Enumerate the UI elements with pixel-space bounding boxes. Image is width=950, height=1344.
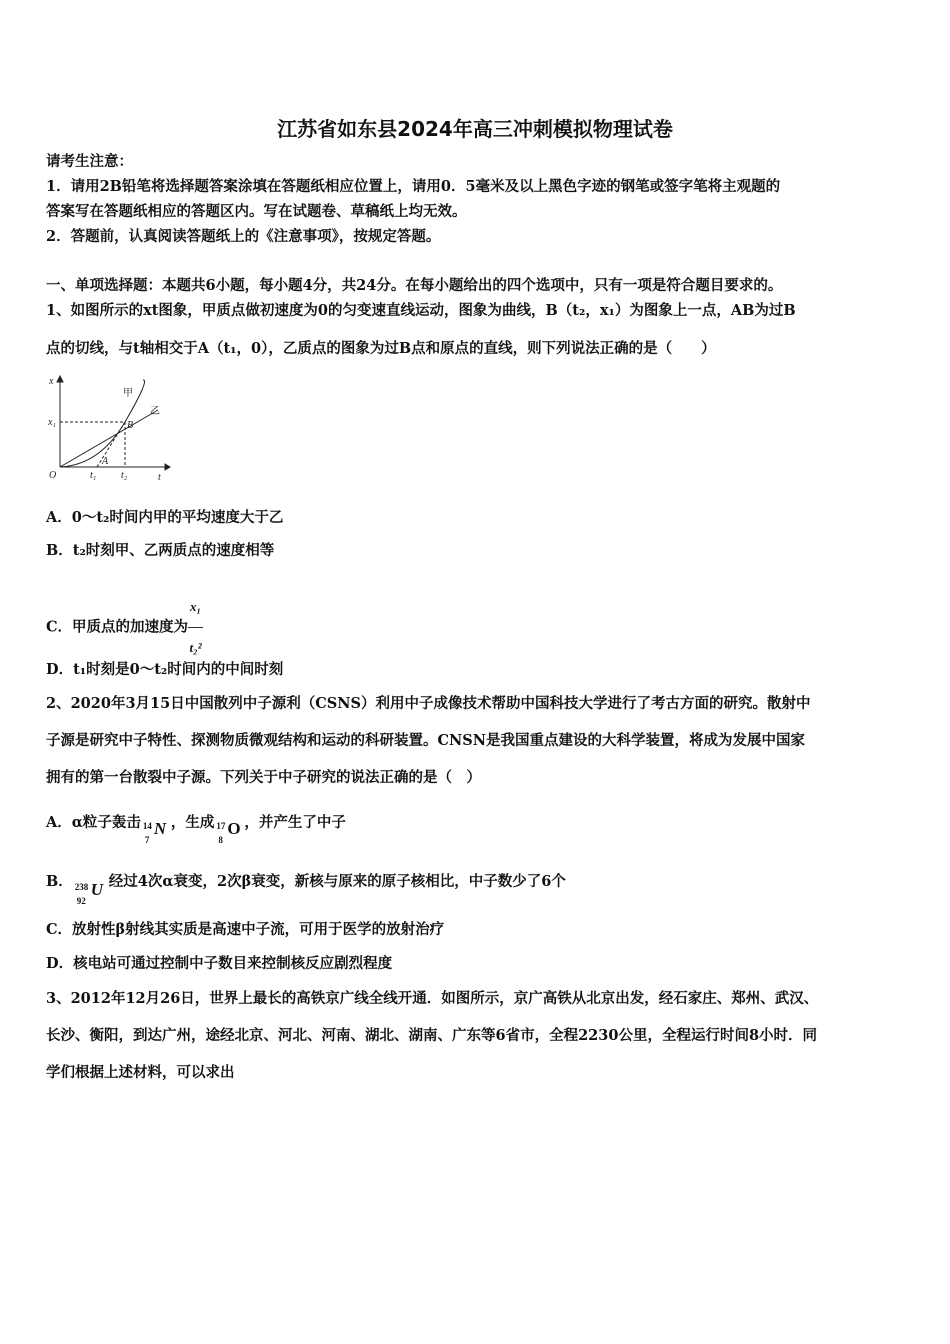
q2-option-c: C．放射性β射线其实质是高速中子流，可用于医学的放射治疗 xyxy=(46,921,445,938)
uranium-mass-number: 238 xyxy=(74,882,89,892)
notice-heading: 请考生注意： xyxy=(46,153,133,170)
oxygen-mass-number: 17 xyxy=(216,821,226,831)
uranium-symbol: U xyxy=(90,880,104,899)
q2-option-a xyxy=(46,805,910,845)
nitrogen-nuclide xyxy=(141,808,171,845)
t1-label: t₁ xyxy=(90,470,97,481)
q2-stem-line-3: 拥有的第一台散裂中子源。下列关于中子研究的说法正确的是（ ） xyxy=(46,769,481,786)
oxygen-symbol: O xyxy=(227,819,241,838)
section-heading: 一、单项选择题：本题共6小题，每小题4分，共24分。在每小题给出的四个选项中，只有一项是符合题目要求的。 xyxy=(46,277,783,294)
origin-label: O xyxy=(49,470,57,481)
t-axis-arrow xyxy=(165,464,170,470)
q3-stem-line-2: 长沙、衡阳，到达广州，途经北京、河北、河南、湖北、湖南、广东等6省市，全程2230公里，全程运行时间8小时．同 xyxy=(46,1027,818,1044)
nitrogen-symbol: N xyxy=(153,819,167,838)
fraction-numerator: x₁ xyxy=(188,587,203,628)
q2-option-b-text-1: B． xyxy=(46,873,73,890)
notice-line-3: 2．答题前，认真阅读答题纸上的《注意事项》，按规定答题。 xyxy=(46,228,441,245)
oxygen-nuclide xyxy=(214,808,244,845)
nitrogen-atomic-number: 7 xyxy=(144,835,150,845)
x-axis-label: x xyxy=(49,376,54,387)
q1-option-d: D．t₁时刻是0～t₂时间内的中间时刻 xyxy=(46,661,284,678)
q1-option-b: B．t₂时刻甲、乙两质点的速度相等 xyxy=(46,542,275,559)
uranium-atomic-number: 92 xyxy=(76,896,86,906)
q1-option-a: A．0～t₂时间内甲的平均速度大于乙 xyxy=(46,509,284,526)
uranium-nuclide xyxy=(73,867,109,906)
line-yi xyxy=(60,410,158,467)
yi-label: 乙 xyxy=(150,406,160,417)
page-title: 江苏省如东县2024年高三冲刺模拟物理试卷 xyxy=(277,117,673,141)
x1-label: x₁ xyxy=(48,417,56,428)
q2-option-d: D．核电站可通过控制中子数目来控制核反应剧烈程度 xyxy=(46,955,393,972)
oxygen-atomic-number: 8 xyxy=(218,835,223,845)
point-B-label: B xyxy=(127,420,134,431)
t2-label: t₂ xyxy=(121,470,128,481)
t-axis-label: t xyxy=(158,472,161,483)
point-A-label: A xyxy=(102,456,109,467)
q2-option-b-text-2: 经过4次α衰变，2次β衰变，新核与原来的原子核相比，中子数少了6个 xyxy=(108,873,566,890)
x-axis-arrow xyxy=(57,376,63,382)
q1-xt-graph xyxy=(40,370,175,485)
acceleration-fraction xyxy=(188,587,203,668)
q2-option-a-text-3: ，并产生了中子 xyxy=(244,814,346,831)
q1-stem-line-2: 点的切线，与t轴相交于A（t₁，0），乙质点的图象为过B点和原点的直线，则下列说法正确的是（ ） xyxy=(46,340,716,357)
jia-label: 甲 xyxy=(123,388,133,399)
q1-option-c xyxy=(46,587,910,668)
q2-option-b xyxy=(46,862,910,906)
fraction-denominator: t₂² xyxy=(189,640,202,655)
q1-option-c-text: C．甲质点的加速度为 xyxy=(46,618,189,636)
q1-stem-line-1: 1、如图所示的xt图象，甲质点做初速度为0的匀变速直线运动，图象为曲线，B（t₂，x₁）为图象上一点，AB为过B xyxy=(46,302,796,319)
q2-stem-line-2: 子源是研究中子特性、探测物质微观结构和运动的科研装置。CNSN是我国重点建设的大科学装置，将成为发展中国家 xyxy=(46,732,806,749)
notice-line-2: 答案写在答题纸相应的答题区内。写在试题卷、草稿纸上均无效。 xyxy=(46,203,467,220)
notice-line-1: 1．请用2B铅笔将选择题答案涂填在答题纸相应位置上，请用0．5毫米及以上黑色字迹的钢笔或签字笔将主观题的 xyxy=(46,178,781,195)
q2-option-a-text-1: A．α粒子轰击 xyxy=(46,814,141,831)
q3-stem-line-3: 学们根据上述材料，可以求出 xyxy=(46,1064,235,1081)
q3-stem-line-1: 3、2012年12月26日，世界上最长的高铁京广线全线开通．如图所示，京广高铁从北京出发，经石家庄、郑州、武汉、 xyxy=(46,990,819,1007)
nitrogen-mass-number: 14 xyxy=(142,821,152,831)
q2-option-a-text-2: ，生成 xyxy=(170,814,215,831)
q2-stem-line-1: 2、2020年3月15日中国散列中子源利（CSNS）利用中子成像技术帮助中国科技大学进行了考古方面的研究。散射中 xyxy=(46,695,811,712)
